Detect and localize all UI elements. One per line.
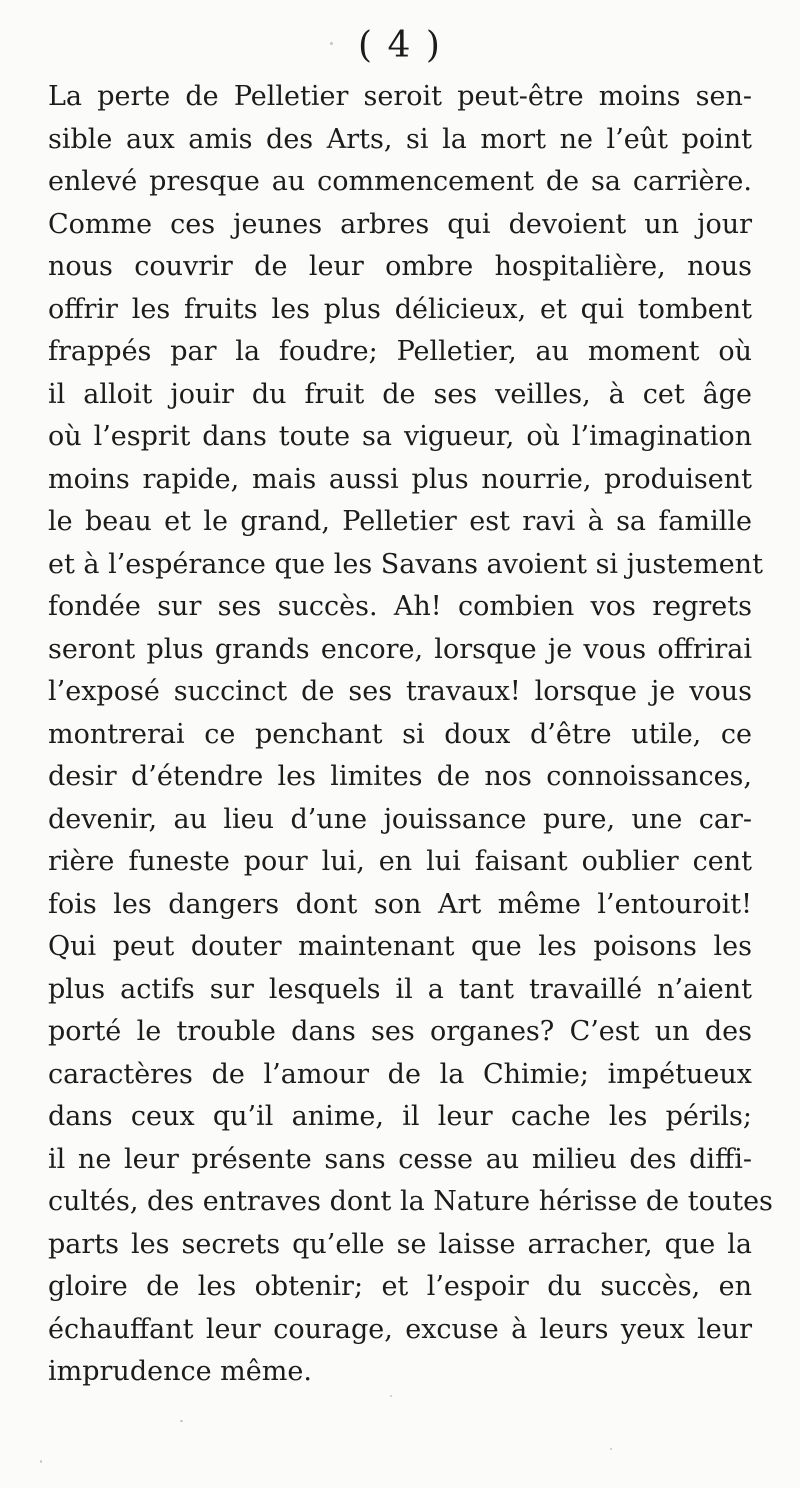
text-line: imprudence même. (48, 1356, 312, 1387)
paper-speck (330, 42, 333, 45)
paper-speck (610, 1448, 612, 1450)
text-line: caractères de l’amour de la Chimie; impétueux (48, 1058, 752, 1090)
body-text (48, 76, 773, 1394)
text-line: Comme ces jeunes arbres qui devoient un jour (48, 208, 752, 240)
text-line: La perte de Pelletier seroit peut-être moins sen- (48, 81, 752, 112)
text-line: fondée sur ses succès. Ah! combien vos regrets (48, 591, 752, 622)
paper-speck (390, 1395, 392, 1397)
text-line: offrir les fruits les plus délicieux, et qui tombent (48, 293, 752, 325)
text-line: dans ceux qu’il anime, il leur cache les périls; (48, 1101, 752, 1132)
text-line: frappés par la foudre; Pelletier, au moment où (48, 336, 752, 367)
text-line: rière funeste pour lui, en lui faisant oublier cent (48, 846, 752, 877)
text-line: fois les dangers dont son Art même l’entouroit! (48, 888, 752, 920)
paper-speck (40, 1460, 42, 1463)
text-line: devenir, au lieu d’une jouissance pure, une car- (48, 803, 752, 835)
text-line: le beau et le grand, Pelletier est ravi à sa famille (48, 506, 752, 537)
text-line: où l’esprit dans toute sa vigueur, où l’imagination (48, 421, 752, 452)
text-line: montrerai ce penchant si doux d’être utile, ce (48, 718, 752, 750)
text-line: gloire de les obtenir; et l’espoir du succès, en (48, 1271, 752, 1302)
text-line: échauffant leur courage, excuse à leurs yeux leur (48, 1313, 752, 1345)
text-line: il ne leur présente sans cesse au milieu des diffi- (48, 1143, 752, 1175)
text-line: parts les secrets qu’elle se laisse arracher, que la (48, 1228, 752, 1260)
page-number: ( 4 ) (358, 25, 442, 66)
text-line: enlevé presque au commencement de sa carrière. (48, 166, 752, 197)
text-line: cultés, des entraves dont la Nature hérisse de toutes (48, 1186, 773, 1217)
text-line: Qui peut douter maintenant que les poisons les (48, 931, 752, 962)
text-line: nous couvrir de leur ombre hospitalière, nous (48, 251, 752, 282)
text-line: sible aux amis des Arts, si la mort ne l’eût point (48, 123, 752, 155)
text-line: desir d’étendre les limites de nos connoissances, (48, 761, 752, 792)
text-line: seront plus grands encore, lorsque je vous offrirai (48, 633, 752, 665)
paper-speck (180, 1420, 183, 1422)
text-line: il alloit jouir du fruit de ses veilles, à cet âge (48, 378, 752, 410)
text-line: porté le trouble dans ses organes? C’est un des (48, 1016, 752, 1047)
text-line: et à l’espérance que les Savans avoient si justement (48, 548, 763, 580)
text-line: l’exposé succinct de ses travaux! lorsque je vous (48, 676, 752, 707)
text-line: plus actifs sur lesquels il a tant travaillé n’aient (48, 973, 752, 1005)
text-line: moins rapide, mais aussi plus nourrie, produisent (48, 463, 752, 495)
